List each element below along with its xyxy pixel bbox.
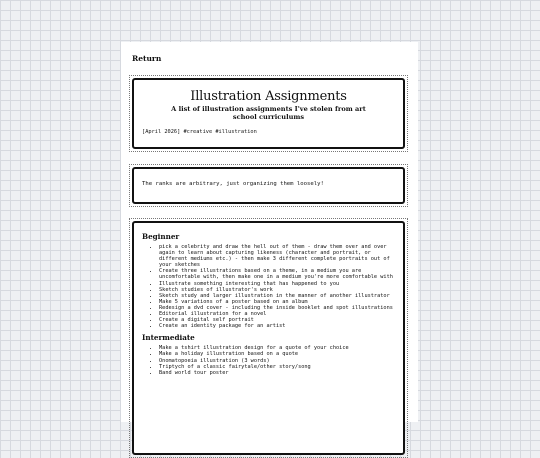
list-item: • Create a digital self portrait (159, 317, 395, 323)
list-item: • Create three illustrations based on a theme, in a medium you are uncomfortable with, then make one in a medium you're more comfortable with (159, 268, 395, 280)
page-subtitle: A list of illustration assignments I've stolen from art school curriculums (171, 105, 366, 121)
list-item: • Make 5 variations of a poster based on an album (159, 299, 395, 305)
list-item: • Illustrate something interesting that has happened to you (159, 281, 395, 287)
return-link[interactable]: Return (132, 54, 162, 63)
list-frame (129, 218, 408, 458)
post-meta: [April 2026] #creative #illustration (142, 129, 257, 135)
note-text: The ranks are arbitrary, just organizing them loosely! (142, 181, 324, 187)
intermediate-list (134, 345, 403, 375)
header-box (132, 78, 405, 149)
list-item: • Create an identity package for an artist (159, 323, 395, 329)
list-item: • Triptych of a classic fairytale/other story/song (159, 364, 395, 370)
note-box (132, 167, 405, 204)
list-item: • pick a celebrity and draw the hell out of them - draw them over and over again to learn about capturing likeness (character and portrait, or different mediums etc.) - then make 3 different complete portraits out of your sketches (159, 244, 395, 268)
content-page (121, 42, 418, 422)
list-item: • Make a holiday illustration based on a quote (159, 351, 395, 357)
list-item: • Editorial illustration for a novel (159, 311, 395, 317)
list-item: • Onomatopoeia illustration (3 words) (159, 358, 395, 364)
list-item: • Sketch studies of illustrator's work (159, 287, 395, 293)
list-item: • Band world tour poster (159, 370, 395, 376)
beginner-list (134, 244, 403, 329)
list-item: • Sketch study and larger illustration in the manner of another illustrator (159, 293, 395, 299)
section-heading-intermediate: Intermediate (142, 333, 195, 343)
section-heading-beginner: Beginner (142, 232, 180, 241)
list-item: • Redesign a dvd cover - including the inside booklet and spot illustrations (159, 305, 395, 311)
list-box (132, 221, 405, 455)
header-frame (129, 75, 408, 152)
note-frame (129, 164, 408, 207)
page-title: Illustration Assignments (190, 89, 347, 104)
list-item: • Make a tshirt illustration design for a quote of your choice (159, 345, 395, 351)
